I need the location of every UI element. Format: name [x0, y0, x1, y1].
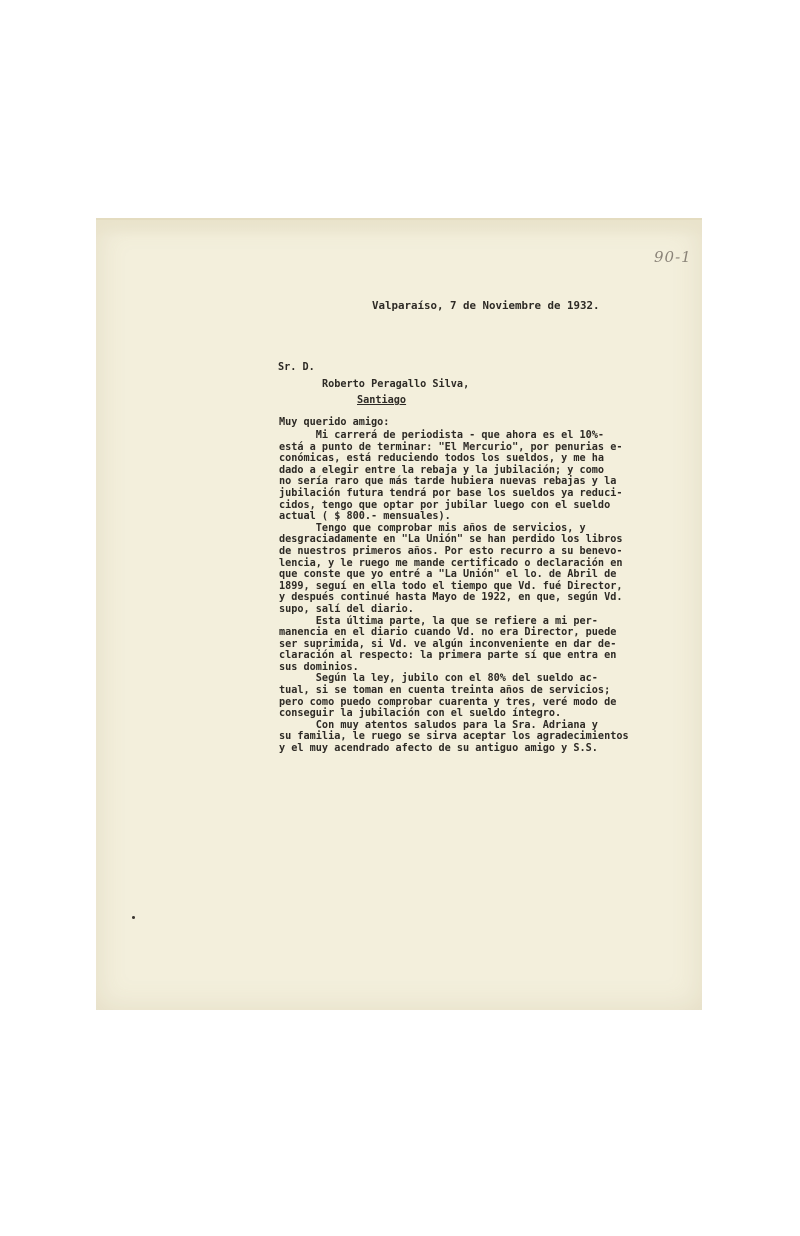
- body-line: pero como puedo comprobar cuarenta y tres, veré modo de: [279, 696, 617, 708]
- body-line: manencia en el diario cuando Vd. no era Director, puede: [279, 627, 617, 639]
- body-line: Mi carrerá de periodista - que ahora es el 10%-: [279, 430, 605, 441]
- handwritten-page-number: 90-1: [654, 248, 692, 266]
- body-line: supo, salí del diario.: [279, 603, 414, 615]
- body-line: que conste que yo entré a "La Unión" el lo. de Abril de: [279, 569, 617, 581]
- recipient-name: Roberto Peragallo Silva,: [322, 379, 470, 390]
- recipient-title: Sr. D.: [278, 362, 315, 373]
- body-line: tual, si se toman en cuenta treinta años de servicios;: [279, 685, 611, 697]
- body-line: Con muy atentos saludos para la Sra. Adriana y: [279, 719, 598, 731]
- body-line: sus dominios.: [279, 661, 359, 673]
- body-line: desgraciadamente en "La Unión" se han perdido los libros: [279, 534, 623, 546]
- body-line: Tengo que comprobar mis años de servicios, y: [279, 522, 586, 534]
- date-line: Valparaíso, 7 de Noviembre de 1932.: [372, 299, 600, 312]
- letter-body: [279, 430, 629, 755]
- body-line: cidos, tengo que optar por jubilar luego con el sueldo: [279, 499, 611, 511]
- body-line: su familia, le ruego se sirva aceptar los agradecimientos: [279, 731, 629, 743]
- body-line: jubilación futura tendrá por base los sueldos ya reduci-: [279, 487, 623, 499]
- page-fold-shadow: [96, 220, 702, 238]
- body-line: 1899, seguí en ella todo el tiempo que Vd. fué Director,: [279, 580, 623, 592]
- body-line: ser suprimida, si Vd. ve algún inconveniente en dar de-: [279, 638, 617, 650]
- body-line: dado a elegir entre la rebaja y la jubilación; y como: [279, 464, 605, 476]
- body-line: está a punto de terminar: "El Mercurio", por penurias e-: [279, 441, 623, 453]
- body-line: y después continué hasta Mayo de 1922, en que, según Vd.: [279, 592, 623, 604]
- recipient-city: Santiago: [357, 395, 407, 406]
- greeting: Muy querido amigo:: [279, 417, 390, 428]
- body-line: lencia, y le ruego me mande certificado o declaración en: [279, 557, 623, 569]
- body-line: conómicas, está reduciendo todos los sueldos, y me ha: [279, 453, 605, 465]
- body-line: no sería raro que más tarde hubiera nuevas rebajas y la: [279, 476, 617, 488]
- letter-page: [96, 218, 702, 1010]
- body-line: y el muy acendrado afecto de su antiguo amigo y S.S.: [279, 743, 598, 755]
- body-line: conseguir la jubilación con el sueldo íntegro.: [279, 708, 562, 720]
- body-line: Esta última parte, la que se refiere a mi per-: [279, 615, 598, 627]
- stray-ink-dot: [132, 916, 135, 919]
- body-line: actual ( $ 800.- mensuales).: [279, 511, 451, 523]
- body-line: de nuestros primeros años. Por esto recurro a su benevo-: [279, 545, 623, 557]
- body-line: Según la ley, jubilo con el 80% del sueldo ac-: [279, 673, 598, 685]
- body-line: claración al respecto: la primera parte sí que entra en: [279, 650, 617, 662]
